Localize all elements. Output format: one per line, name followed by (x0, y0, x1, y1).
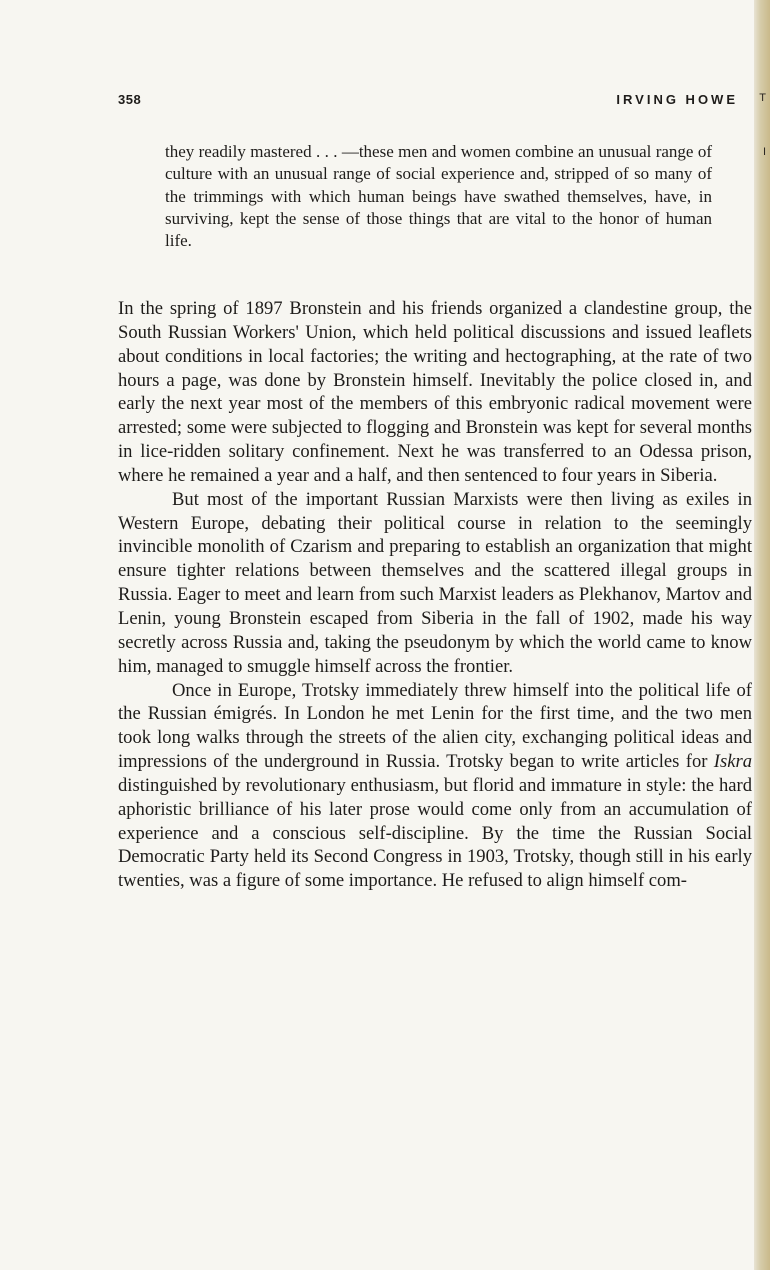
paragraph-2: But most of the important Russian Marxists were then living as exiles in Western Europe, debating their political course in relation to the seemingly invincible monolith of Czarism and preparing to establish an organization that might ensure tighter relations between themselves and the scattered illegal groups in Russia. Eager to meet and learn from such Marxist leaders as Plekhanov, Martov and Lenin, young Bronstein escaped from Siberia in the fall of 1902, made his way secretly across Russia and, taking the pseudonym by which the world came to know him, managed to smuggle himself across the frontier. (118, 488, 752, 677)
edge-mark-second: I (762, 146, 766, 158)
edge-mark-top: T (759, 92, 766, 104)
paragraph-3-part-2: distinguished by revolutionary enthusiasm, but florid and immature in style: the hard aphoristic brilliance of his later prose would come only from an accumulation of experience and a conscious self-discipline. By the time the Russian Social Democratic Party held its Second Congress in 1903, Trotsky, though still in his early twenties, was a figure of some importance. He refused to align himself com- (118, 774, 752, 892)
page-number: 358 (118, 92, 142, 107)
block-quote: they readily mastered . . . —these men and women combine an unusual range of culture with an unusual range of social experience and, stripped of so many of the trimmings with which human beings have swathed themselves, have, in surviving, kept the sense of those things that are vital to the honor of human life. (165, 142, 712, 251)
body-text (118, 297, 752, 893)
page-header (118, 92, 738, 114)
paragraph-3 (118, 679, 752, 894)
facing-page-edge (754, 0, 770, 1270)
paragraph-3-part-1: Once in Europe, Trotsky immediately threw himself into the political life of the Russian émigrés. In London he met Lenin for the first time, and the two men took long walks through the streets of the alien city, exchanging political ideas and impressions of the underground in Russia. Trotsky began to write articles for (118, 679, 752, 773)
iskra-title: Iskra (713, 751, 752, 773)
running-head: IRVING HOWE (616, 92, 738, 107)
paragraph-1: In the spring of 1897 Bronstein and his friends organized a clandestine group, the South Russian Workers' Union, which held political discussions and issued leaflets about conditions in local factories; the writing and hectographing, at the rate of two hours a page, was done by Bronstein himself. Inevitably the police closed in, and early the next year most of the members of this embryonic radical movement were arrested; some were subjected to flogging and Bronstein was kept for several months in lice-ridden solitary confinement. Next he was transferred to an Odessa prison, where he remained a year and a half, and then sentenced to four years in Siberia. (118, 298, 752, 486)
